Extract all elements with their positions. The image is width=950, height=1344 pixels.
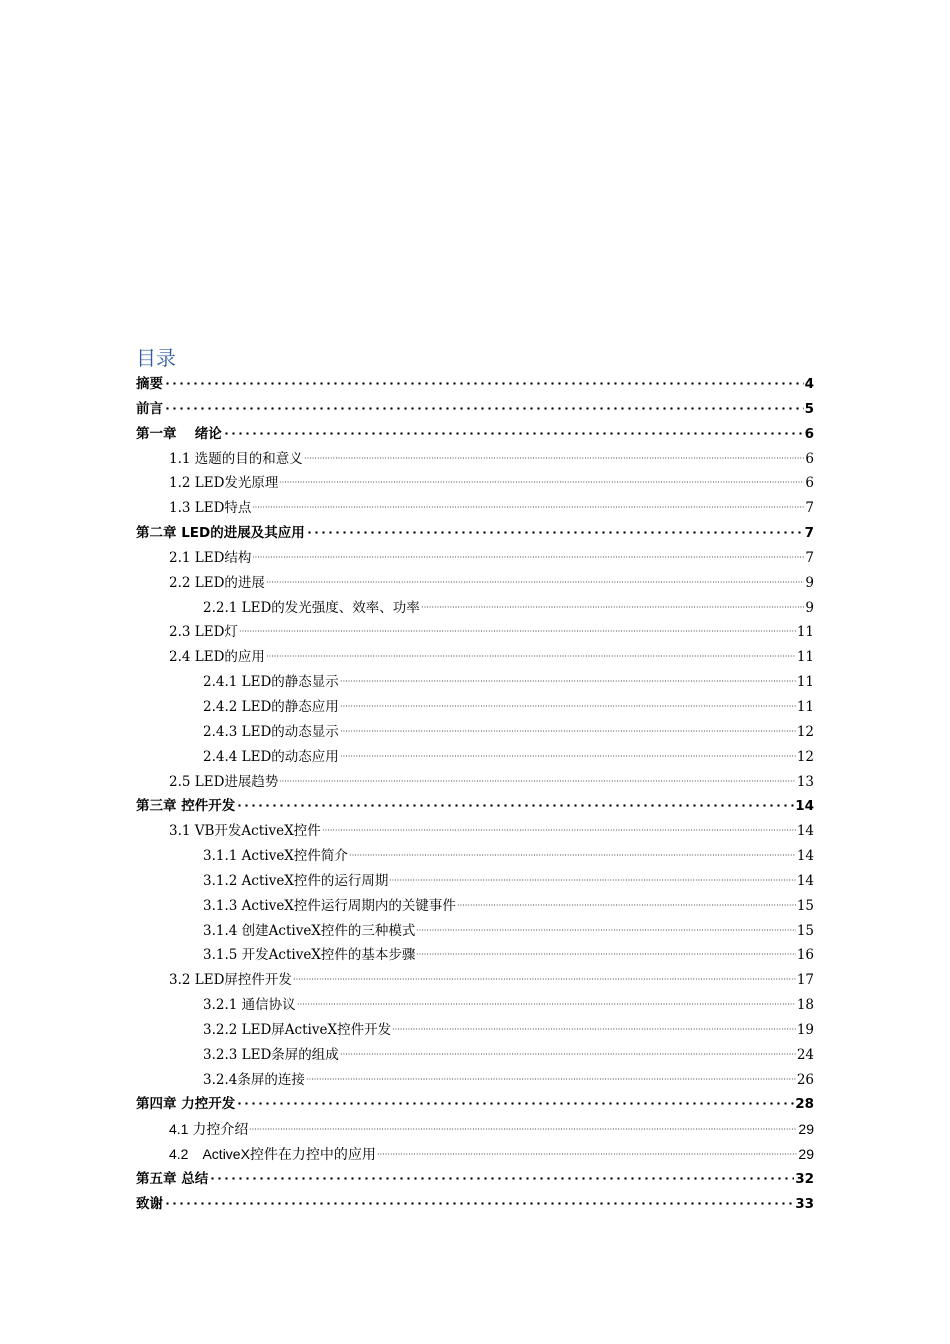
toc-entry-page: 32	[795, 1171, 814, 1187]
dot-leader	[340, 680, 796, 682]
toc-entry-label: 第一章 绪论	[136, 425, 222, 442]
toc-entry-page: 16	[796, 947, 814, 964]
dot-leader	[416, 929, 795, 931]
toc-entry[interactable]	[136, 968, 814, 993]
toc-entry-label: 2.2.1 LED的发光强度、效率、功率	[203, 599, 420, 616]
dot-leader	[236, 1102, 794, 1105]
toc-entry-label: 2.4 LED的应用	[169, 649, 265, 666]
dot-leader	[266, 581, 805, 583]
toc-entry[interactable]	[136, 521, 814, 546]
toc-entry-page: 11	[796, 674, 814, 691]
dot-leader	[164, 1202, 794, 1205]
toc-entry-label: 3.2.4条屏的连接	[203, 1071, 305, 1088]
toc-entry[interactable]	[136, 422, 814, 447]
toc-entry-label: 第二章 LED的进展及其应用	[136, 525, 305, 542]
toc-entry[interactable]	[136, 695, 814, 720]
dot-leader	[340, 705, 796, 707]
dot-leader	[340, 755, 796, 757]
toc-entry[interactable]	[136, 770, 814, 795]
dot-leader	[236, 804, 794, 807]
toc-entry-page: 29	[798, 1146, 814, 1163]
toc-entry-label: 3.1 VB开发ActiveX控件	[169, 823, 321, 840]
toc-entry[interactable]	[136, 1142, 814, 1167]
toc-entry-label: 3.1.5 开发ActiveX控件的基本步骤	[203, 947, 416, 964]
toc-entry-label: 第四章 力控开发	[136, 1096, 236, 1113]
toc-entry-page: 15	[796, 922, 814, 939]
toc-entry-label: 2.1 LED结构	[169, 549, 252, 566]
dot-leader	[377, 1153, 797, 1155]
dot-leader	[306, 1078, 796, 1080]
dot-leader	[421, 606, 805, 608]
toc-entry[interactable]	[136, 1167, 814, 1192]
toc-entry[interactable]	[136, 496, 814, 521]
toc-entry-label: 致谢	[136, 1195, 163, 1212]
toc-entry-label: 第五章 总结	[136, 1171, 209, 1187]
toc-entry[interactable]	[136, 471, 814, 496]
toc-entry-page: 14	[796, 872, 814, 889]
toc-entry-label: 2.4.3 LED的动态显示	[203, 723, 339, 740]
toc-entry-label: 3.1.2 ActiveX控件的运行周期	[203, 872, 389, 889]
toc-entry-label: 摘要	[136, 376, 163, 392]
dot-leader	[279, 481, 804, 483]
toc-entry[interactable]	[136, 993, 814, 1018]
toc-entry[interactable]	[136, 794, 814, 819]
toc-entry-page: 14	[795, 798, 814, 815]
toc-entry[interactable]	[136, 1018, 814, 1043]
toc-entry-page: 4	[804, 376, 814, 392]
toc-entry-page: 9	[805, 574, 814, 591]
toc-entry-label: 3.2.1 通信协议	[203, 997, 296, 1014]
dot-leader	[340, 1053, 796, 1055]
toc-entry[interactable]	[136, 1092, 814, 1117]
toc-entry-page: 6	[805, 475, 814, 492]
toc-entry[interactable]	[136, 745, 814, 770]
toc-entry-page: 5	[804, 400, 814, 417]
toc-entry-label: 3.2.3 LED条屏的组成	[203, 1046, 339, 1063]
toc-entry-page: 17	[796, 972, 814, 989]
toc-title: 目录	[136, 346, 176, 370]
toc-entry-page: 6	[805, 450, 814, 467]
dot-leader	[340, 730, 796, 732]
toc-entry-page: 13	[796, 773, 814, 790]
dot-leader	[266, 655, 796, 657]
dot-leader	[349, 854, 796, 856]
toc-entry-label: 2.5 LED进展趋势	[169, 773, 279, 790]
toc-entry-page: 11	[796, 698, 814, 715]
toc-entry-page: 14	[796, 823, 814, 840]
dot-leader	[389, 879, 795, 881]
toc-entry-page: 15	[796, 897, 814, 914]
toc-entry-label: 3.2 LED屏控件开发	[169, 972, 292, 989]
toc-entry-label: 1.1 选题的目的和意义	[169, 450, 303, 467]
toc-entry-label: 2.4.4 LED的动态应用	[203, 748, 339, 765]
toc-entry-page: 7	[804, 525, 814, 542]
toc-entry-page: 11	[796, 649, 814, 666]
toc-entry-page: 7	[805, 500, 814, 517]
toc-entry-label: 4.1 力控介绍	[169, 1121, 249, 1138]
toc-entry[interactable]	[136, 819, 814, 844]
toc-entry[interactable]	[136, 447, 814, 472]
dot-leader	[252, 556, 804, 558]
toc-entry-label: 2.2 LED的进展	[169, 574, 265, 591]
toc-entry[interactable]	[136, 1043, 814, 1068]
toc-entry[interactable]	[136, 620, 814, 645]
toc-entry[interactable]	[136, 596, 814, 621]
toc-entry-page: 29	[798, 1121, 814, 1138]
toc-entry[interactable]	[136, 844, 814, 869]
dot-leader	[223, 432, 804, 435]
toc-entry[interactable]	[136, 919, 814, 944]
dot-leader	[164, 407, 804, 410]
toc-entry-page: 14	[796, 848, 814, 865]
toc-entry-label: 3.1.3 ActiveX控件运行周期内的关键事件	[203, 897, 456, 914]
toc-entry-page: 19	[796, 1021, 814, 1038]
toc-entry[interactable]	[136, 1068, 814, 1093]
dot-leader	[279, 780, 795, 782]
toc-entry[interactable]	[136, 720, 814, 745]
toc-entry[interactable]	[136, 571, 814, 596]
toc-entry[interactable]	[136, 869, 814, 894]
dot-leader	[164, 382, 804, 385]
dot-leader	[252, 506, 804, 508]
toc-entry-label: 2.3 LED灯	[169, 624, 238, 641]
dot-leader	[239, 630, 796, 632]
toc-entry-page: 9	[805, 599, 814, 616]
dot-leader	[416, 953, 795, 955]
toc-entry-page: 11	[796, 624, 814, 641]
dot-leader	[209, 1177, 794, 1180]
toc-entry[interactable]	[136, 397, 814, 422]
toc-entry-label: 前言	[136, 400, 163, 417]
toc-entry[interactable]	[136, 943, 814, 968]
toc-entry[interactable]	[136, 645, 814, 670]
dot-leader	[249, 1128, 797, 1130]
toc-entry-label: 2.4.2 LED的静态应用	[203, 698, 339, 715]
toc-entry-label: 2.4.1 LED的静态显示	[203, 674, 339, 691]
dot-leader	[392, 1028, 796, 1030]
toc-entry-page: 33	[795, 1195, 814, 1212]
toc-entry[interactable]	[136, 1192, 814, 1217]
table-of-contents	[136, 372, 814, 1217]
toc-entry-label: 1.3 LED特点	[169, 500, 252, 517]
toc-entry-label: 3.1.1 ActiveX控件简介	[203, 848, 348, 865]
toc-entry[interactable]	[136, 372, 814, 397]
toc-entry-label: 第三章 控件开发	[136, 798, 236, 815]
toc-entry-page: 28	[795, 1096, 814, 1113]
dot-leader	[297, 1003, 796, 1005]
toc-entry-label: 4.2 ActiveX控件在力控中的应用	[169, 1146, 376, 1163]
toc-entry-page: 24	[796, 1046, 814, 1063]
toc-entry[interactable]	[136, 546, 814, 571]
toc-entry-label: 1.2 LED发光原理	[169, 475, 279, 492]
toc-entry-label: 3.1.4 创建ActiveX控件的三种模式	[203, 922, 416, 939]
toc-entry-page: 26	[796, 1071, 814, 1088]
toc-entry-page: 18	[796, 997, 814, 1014]
toc-entry-label: 3.2.2 LED屏ActiveX控件开发	[203, 1021, 392, 1038]
dot-leader	[306, 531, 804, 534]
dot-leader	[304, 457, 805, 459]
dot-leader	[457, 904, 796, 906]
dot-leader	[293, 978, 796, 980]
toc-entry-page: 6	[804, 425, 814, 442]
toc-entry[interactable]	[136, 894, 814, 919]
toc-entry-page: 7	[805, 549, 814, 566]
toc-entry-page: 12	[796, 723, 814, 740]
toc-entry[interactable]	[136, 1117, 814, 1142]
dot-leader	[322, 829, 796, 831]
toc-entry[interactable]	[136, 670, 814, 695]
toc-entry-page: 12	[796, 748, 814, 765]
